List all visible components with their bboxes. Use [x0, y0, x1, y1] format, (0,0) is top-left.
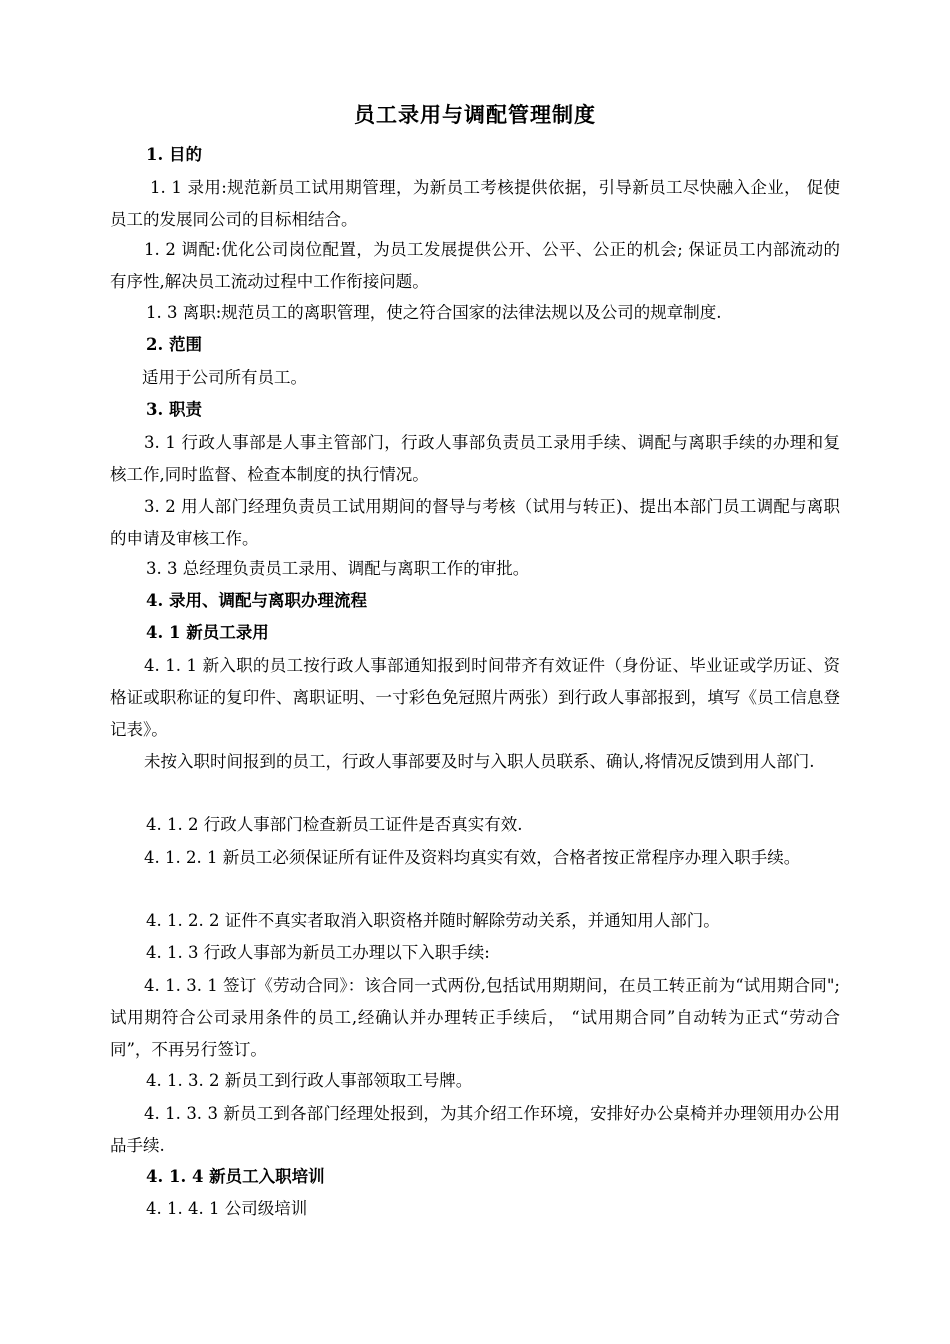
paragraph-4-1-1-b: 未按入职时间报到的员工，行政人事部要及时与入职人员联系、确认,将情况反馈到用人部门. [144, 752, 815, 771]
section-2-heading: 2. 范围 [146, 335, 202, 354]
paragraph-1-3: 1. 3 离职:规范员工的离职管理，使之符合国家的法律法规以及公司的规章制度. [146, 303, 722, 322]
paragraph-1-1: 1. 1 录用:规范新员工试用期管理，为新员工考核提供依据，引导新员工尽快融入企业， 促使员工的发展同公司的目标相结合。 [110, 178, 840, 229]
paragraph-4-1-3-1: 4. 1. 3. 1 签订《劳动合同》：该合同一式两份,包括试用期期间，在员工转正前为“试用期合同";试用期符合公司录用条件的员工,经确认并办理转正手续后， “试用期合同”自动转为正式“劳动合同”，不再另行签订。 [110, 976, 840, 1059]
paragraph-4-1-2-2: 4. 1. 2. 2 证件不真实者取消入职资格并随时解除劳动关系，并通知用人部门。 [146, 911, 720, 930]
section-4-heading: 4. 录用、调配与离职办理流程 [146, 591, 367, 610]
paragraph-4-1-3-2: 4. 1. 3. 2 新员工到行政人事部领取工号牌。 [146, 1071, 473, 1090]
paragraph-4-1-3-3: 4. 1. 3. 3 新员工到各部门经理处报到，为其介绍工作环境，安排好办公桌椅并办理领用办公用品手续. [110, 1104, 840, 1155]
paragraph-4-1-2: 4. 1. 2 行政人事部门检查新员工证件是否真实有效. [146, 815, 523, 834]
paragraph-1-2: 1. 2 调配:优化公司岗位配置，为员工发展提供公开、公平、公正的机会; 保证员工内部流动的有序性,解决员工流动过程中工作衔接问题。 [110, 240, 840, 291]
paragraph-4-1-2-1: 4. 1. 2. 1 新员工必须保证所有证件及资料均真实有效，合格者按正常程序办理入职手续。 [144, 848, 801, 867]
paragraph-3-1: 3. 1 行政人事部是人事主管部门，行政人事部负责员工录用手续、调配与离职手续的办理和复核工作,同时监督、检查本制度的执行情况。 [110, 433, 840, 484]
document-title: 员工录用与调配管理制度 [354, 102, 596, 127]
paragraph-3-2: 3. 2 用人部门经理负责员工试用期间的督导与考核（试用与转正)、提出本部门员工调配与离职的申请及审核工作。 [110, 497, 840, 548]
section-4-1-4-heading: 4. 1. 4 新员工入职培训 [146, 1167, 325, 1186]
paragraph-4-1-1: 4. 1. 1 新入职的员工按行政人事部通知报到时间带齐有效证件（身份证、毕业证或学历证、资格证或职称证的复印件、离职证明、一寸彩色免冠照片两张）到行政人事部报到，填写《员工信息登记表》。 [110, 656, 840, 739]
paragraph-3-3: 3. 3 总经理负责员工录用、调配与离职工作的审批。 [146, 559, 530, 578]
paragraph-2: 适用于公司所有员工。 [142, 368, 307, 387]
section-4-1-heading: 4. 1 新员工录用 [146, 623, 269, 642]
paragraph-4-1-3: 4. 1. 3 行政人事部为新员工办理以下入职手续: [146, 943, 490, 962]
paragraph-4-1-4-1: 4. 1. 4. 1 公司级培训 [146, 1199, 308, 1218]
section-3-heading: 3. 职责 [146, 400, 202, 419]
section-1-heading: 1. 目的 [146, 145, 202, 164]
